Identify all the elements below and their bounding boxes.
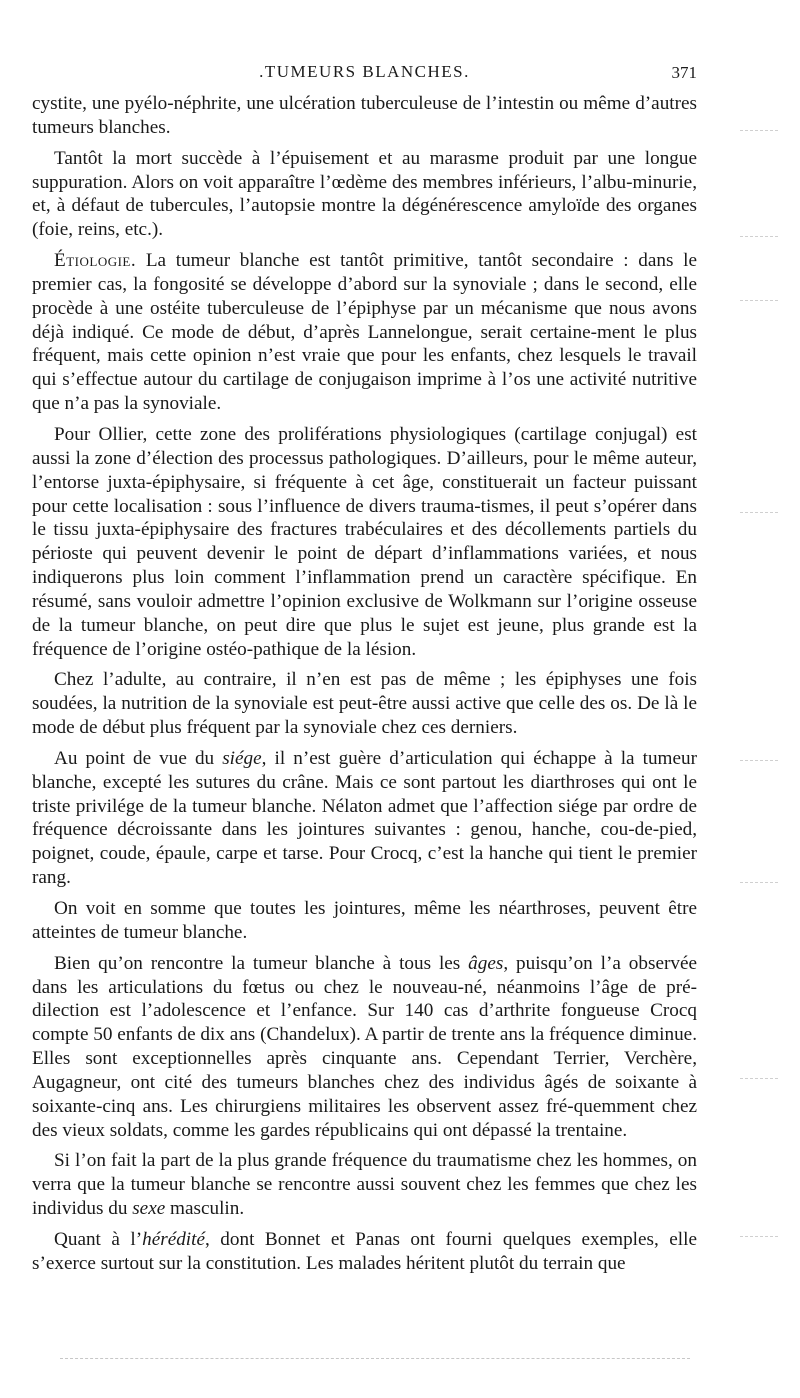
- margin-mark: [740, 300, 778, 303]
- margin-mark: [740, 512, 778, 515]
- margin-mark: [740, 1236, 778, 1239]
- margin-mark: [740, 130, 778, 133]
- paragraph: [32, 952, 697, 1143]
- running-title: .TUMEURS BLANCHES.: [259, 62, 470, 81]
- margin-mark: [740, 882, 778, 885]
- paragraph-text: La tumeur blanche est tantôt primitive, tantôt secondaire : dans le premier cas, la fongosité se développe d’abord sur la synoviale ; dans le second, elle procède à une ostéite tuberculeuse de l’épiphyse par un mécanisme que nous avons déjà indiqué. Ce mode de début, d’après Lannelongue, serait certaine-ment le plus fréquent, mais cette opinion n’est vraie que pour les enfants, chez lesquels le travail qui s’effectue autour du cartilage de conjugaison imprime à l’os une activité nutritive que n’a pas la synoviale.: [32, 250, 697, 415]
- paragraph: Chez l’adulte, au contraire, il n’en est pas de même ; les épiphyses une fois soudées, la nutrition de la synoviale est peut-être aussi active que celle des os. De là le mode de début plus fréquent par la synoviale chez ces derniers.: [32, 669, 697, 739]
- paragraph-text: Au point de vue du: [54, 747, 223, 769]
- margin-mark: [740, 236, 778, 239]
- margin-mark: [740, 760, 778, 763]
- paragraph: [32, 249, 697, 416]
- paragraph-text: , dont Bonnet et Panas ont fourni quelques exemples, elle s’exerce surtout sur la constitution. Les malades héritent plutôt du terrain que: [32, 1228, 697, 1274]
- paragraph-text: Bien qu’on rencontre la tumeur blanche à tous les: [54, 952, 469, 974]
- margin-mark: [740, 1078, 778, 1081]
- paragraph-text: , puisqu’on l’a observée dans les articulations du fœtus ou chez le nouveau-né, néanmoins l’âge de pré-dilection est l’adolescence et l’enfance. Sur 140 cas d’arthrite fongueuse Crocq compte 50 enfants de dix ans (Chandelux). A partir de trente ans la fréquence diminue. Elles sont exceptionnelles après cinquante ans. Cependant Terrier, Verchère, Augagneur, ont cité des tumeurs blanches chez des individus âgés de soixante à soixante-cinq ans. Les chirurgiens militaires les observent assez fré-quemment chez des vieux soldats, comme les gardes républicains qui ont dépassé la trentaine.: [32, 952, 697, 1141]
- footer-rule: [60, 1358, 690, 1359]
- paragraph-text: masculin.: [165, 1198, 245, 1220]
- page-header: [32, 60, 697, 88]
- paragraph: [32, 1228, 697, 1276]
- paragraph: Pour Ollier, cette zone des proliférations physiologiques (cartilage conjugal) est aussi la zone d’élection des processus pathologiques. D’ailleurs, pour le même auteur, l’entorse juxta-épiphysaire, si fréquente à cet âge, constituerait un facteur puissant pour cette localisation : sous l’influence de divers trauma-tismes, il peut s’opérer dans le tissu juxta-épiphysaire des fractures trabéculaires et des décollements partiels du périoste qui peuvent devenir le point de départ d’inflammations variées, et nous indiquerons plus loin comment l’inflammation prend un caractère spécifique. En résumé, sans vouloir admettre l’opinion exclusive de Wolkmann sur l’origine osseuse de la tumeur blanche, on peut dire que plus le sujet est jeune, plus grande est la fréquence de l’origine ostéo-pathique de la lésion.: [32, 423, 697, 660]
- body-text: [32, 92, 697, 1283]
- paragraph-text: , il n’est guère d’articulation qui échappe à la tumeur blanche, excepté les sutures du crâne. Mais ce sont partout les diarthroses qui ont le triste privilége de la tumeur blanche. Nélaton admet que l’affection siége par ordre de fréquence décroissante dans les jointures suivantes : genou, hanche, cou-de-pied, poignet, coude, épaule, carpe et tarse. Pour Crocq, c’est la hanche qui tient le premier rang.: [32, 747, 697, 889]
- section-heading: Étiologie.: [54, 250, 137, 272]
- italic-term: siége: [222, 747, 262, 769]
- paragraph: cystite, une pyélo-néphrite, une ulcération tuberculeuse de l’intestin ou même d’autres tumeurs blanches.: [32, 93, 697, 138]
- paragraph: On voit en somme que toutes les jointures, même les néarthroses, peuvent être atteintes de tumeur blanche.: [32, 898, 697, 943]
- paragraph: [32, 1149, 697, 1221]
- paragraph-text: Si l’on fait la part de la plus grande fréquence du traumatisme chez les hommes, on verra que la tumeur blanche se rencontre aussi souvent chez les femmes que chez les individus du: [32, 1150, 697, 1220]
- page-number: 371: [671, 63, 697, 82]
- paragraph: [32, 747, 697, 890]
- italic-term: âges: [468, 952, 504, 974]
- italic-term: sexe: [132, 1198, 166, 1220]
- italic-term: hérédité: [142, 1228, 205, 1250]
- paragraph: Tantôt la mort succède à l’épuisement et au marasme produit par une longue suppuration. Alors on voit apparaître l’œdème des membres inférieurs, l’albu-minurie, et, à défaut de tubercules, l’autopsie montre la dégénérescence amyloïde des organes (foie, reins, etc.).: [32, 147, 697, 241]
- paragraph-text: Quant à l’: [54, 1228, 143, 1250]
